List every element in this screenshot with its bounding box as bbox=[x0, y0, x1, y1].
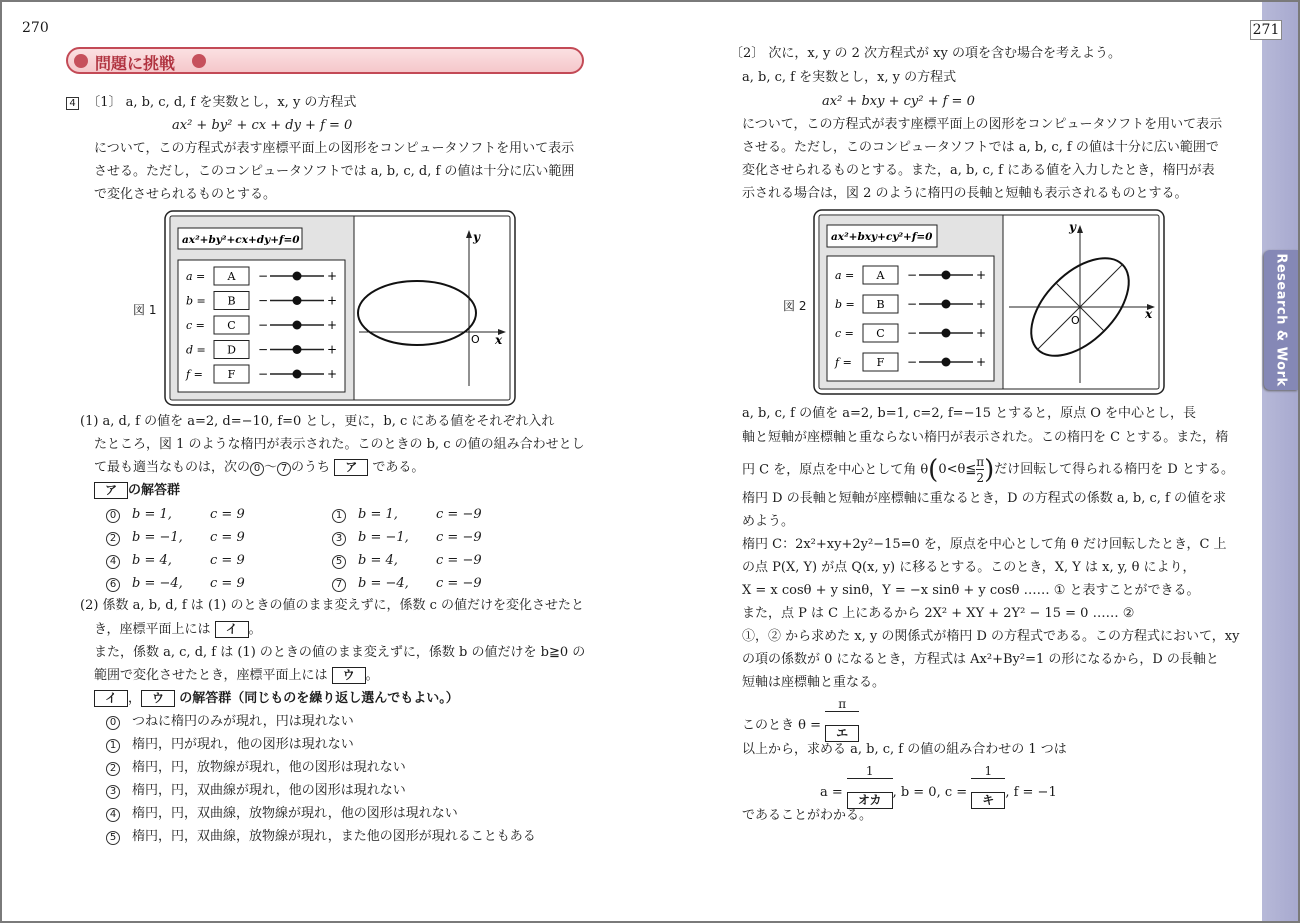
figure-1-origin: O bbox=[471, 333, 480, 346]
b-eq: , b = 0, c = bbox=[892, 785, 968, 800]
choice-b: b = 1, bbox=[358, 507, 398, 522]
figure-1 bbox=[164, 210, 516, 406]
text-r11: の項の係数が 0 になるとき，方程式は Ax²+By²=1 の形になるから，D の長軸と bbox=[742, 652, 1219, 667]
problem-line-4: で変化させられるものとする。 bbox=[94, 187, 277, 202]
text-r4: 楕円 D の長軸と短軸が座標軸に重なるとき，D の方程式の係数 a, b, c, f の値を求 bbox=[742, 491, 1226, 506]
plus-icon[interactable]: + bbox=[976, 326, 987, 340]
side-strip bbox=[1262, 2, 1298, 921]
slider-handle[interactable] bbox=[293, 296, 302, 305]
section-banner bbox=[66, 47, 584, 74]
choice-number: 4 bbox=[106, 808, 120, 822]
question-2-line-2 bbox=[94, 621, 262, 639]
c-fraction bbox=[971, 765, 1005, 821]
choice-number: 1 bbox=[106, 739, 120, 753]
answer-box-a-ref: ア bbox=[94, 482, 128, 499]
c-numerator: 1 bbox=[984, 764, 993, 778]
choice-number: 0 bbox=[106, 716, 120, 730]
choice-number: 5 bbox=[106, 831, 120, 845]
text-r10: ①，② から求めた x, y の関係式が楕円 D の方程式である。この方程式において，xy bbox=[742, 629, 1240, 644]
choice-2-item bbox=[106, 782, 406, 800]
question-2-line-1: (2) 係数 a, b, d, f は (1) のときの値のまま変えずに，係数 c の値だけを変化させたと bbox=[80, 598, 585, 613]
param-name: a = bbox=[186, 270, 206, 283]
choice-c: c = 9 bbox=[210, 507, 245, 522]
minus-icon[interactable]: − bbox=[258, 342, 269, 357]
answer-box-e[interactable]: エ bbox=[825, 725, 859, 742]
choice-number: 7 bbox=[332, 578, 346, 592]
choice-b: b = −4, bbox=[358, 576, 409, 591]
choice-number: 2 bbox=[106, 532, 120, 546]
choice-c: c = −9 bbox=[436, 576, 482, 591]
figure-1-equation: ax²+by²+cx+dy+f=0 bbox=[182, 234, 300, 246]
param-value: C bbox=[227, 319, 236, 332]
choice-number: 6 bbox=[106, 578, 120, 592]
text-r3-b: だけ回転して得られる楕円を D とする。 bbox=[994, 462, 1234, 477]
choice-c: c = −9 bbox=[436, 553, 482, 568]
text-r13: 以上から，求める a, b, c, f の値の組み合わせの 1 つは bbox=[742, 742, 1067, 757]
choice-1-item bbox=[332, 575, 482, 593]
figure-2-axis-y: y bbox=[1069, 220, 1076, 234]
answer-box-i[interactable]: イ bbox=[215, 621, 249, 638]
pi-over-two bbox=[976, 456, 984, 485]
param-value: A bbox=[876, 269, 885, 282]
minus-icon[interactable]: − bbox=[258, 367, 269, 381]
plus-icon[interactable]: + bbox=[327, 367, 338, 381]
plus-icon[interactable]: + bbox=[976, 355, 987, 369]
param-name: b = bbox=[835, 298, 855, 311]
plus-icon[interactable]: + bbox=[327, 318, 338, 332]
figure-2-equation: ax²+bxy+cy²+f=0 bbox=[831, 231, 933, 243]
a-eq: a = bbox=[820, 785, 843, 800]
equation-2: ax² + bxy + cy² + f = 0 bbox=[822, 94, 975, 109]
choice-number: 4 bbox=[106, 555, 120, 569]
banner-dot-icon bbox=[192, 54, 206, 68]
slider-handle[interactable] bbox=[942, 300, 951, 309]
choice-number: 0 bbox=[106, 509, 120, 523]
choice-text: 楕円，円，双曲線が現れ，他の図形は現れない bbox=[132, 783, 406, 798]
text-r1: a, b, c, f の値を a=2, b=1, c=2, f=−15 とすると，原点 O を中心とし，長 bbox=[742, 406, 1197, 421]
param-value: B bbox=[227, 294, 236, 308]
answer-group-iu bbox=[94, 690, 459, 708]
figure-1-axis-x: x bbox=[495, 333, 503, 347]
answer-box-u[interactable]: ウ bbox=[332, 667, 366, 684]
choice-1-item bbox=[106, 575, 245, 593]
figure-1-axis-y: y bbox=[473, 230, 480, 244]
choice-c: c = −9 bbox=[436, 530, 482, 545]
choice-text: 楕円，円，放物線が現れ，他の図形は現れない bbox=[132, 760, 406, 775]
figure-2-axis-x: x bbox=[1145, 307, 1153, 321]
answer-box-oka[interactable]: オカ bbox=[847, 792, 893, 809]
answer-group-iu-label: の解答群（同じものを繰り返し選んでもよい。） bbox=[179, 691, 459, 706]
choice-c: c = −9 bbox=[436, 507, 482, 522]
choice-range-start: 0 bbox=[250, 462, 264, 476]
choice-1-item bbox=[106, 552, 245, 570]
plus-icon[interactable]: + bbox=[976, 297, 987, 311]
problem-line-2: について，この方程式が表す座標平面上の図形をコンピュータソフトを用いて表示 bbox=[94, 141, 575, 156]
question-2-text-a: き，座標平面上には bbox=[94, 622, 211, 637]
choice-b: b = −1, bbox=[132, 530, 183, 545]
page-number-right: 271 bbox=[1250, 20, 1282, 40]
paren-close: ) bbox=[984, 455, 995, 485]
choice-b: b = −1, bbox=[358, 530, 409, 545]
slider-handle[interactable] bbox=[942, 271, 951, 280]
slider-handle[interactable] bbox=[293, 272, 302, 281]
figure-2-origin: O bbox=[1071, 314, 1080, 327]
banner-title: 問題に挑戦 bbox=[95, 54, 176, 73]
choice-text: 楕円，円，双曲線，放物線が現れ，他の図形は現れない bbox=[132, 806, 458, 821]
answer-group-a-label: の解答群 bbox=[128, 483, 181, 498]
choice-number: 1 bbox=[332, 509, 346, 523]
text-r3-a: 円 C を，原点を中心として角 θ bbox=[742, 462, 929, 478]
choice-number: 5 bbox=[332, 555, 346, 569]
page-number-left: 270 bbox=[22, 20, 49, 36]
f-eq: , f = −1 bbox=[1005, 785, 1057, 800]
choice-text: つねに楕円のみが現れ，円は現れない bbox=[132, 714, 354, 729]
param-name: f = bbox=[186, 368, 203, 381]
question-1-line-3 bbox=[94, 459, 424, 477]
choice-number: 3 bbox=[106, 785, 120, 799]
part-2-line-1: 〔2〕 次に，x, y の 2 次方程式が xy の項を含む場合を考えよう。 bbox=[730, 46, 1121, 61]
plus-icon[interactable]: + bbox=[327, 293, 338, 308]
question-1-line-1: (1) a, d, f の値を a=2, d=−10, f=0 とし，更に，b, c にある値をそれぞれ入れ bbox=[80, 414, 555, 429]
param-value: B bbox=[876, 298, 885, 311]
minus-icon[interactable]: − bbox=[258, 293, 269, 308]
param-name: d = bbox=[186, 343, 206, 357]
choice-c: c = 9 bbox=[210, 530, 245, 545]
choice-text: 楕円，円が現れ，他の図形は現れない bbox=[132, 737, 354, 752]
slider-handle[interactable] bbox=[293, 345, 302, 354]
question-1-text-a: て最も適当なものは，次の bbox=[94, 460, 251, 475]
choice-text: 楕円，円，双曲線，放物線が現れ，また他の図形が現れることもある bbox=[132, 829, 536, 844]
choice-1-item bbox=[106, 529, 245, 547]
answer-group-a bbox=[94, 482, 180, 500]
part-2-line-6: 示される場合は，図 2 のように楕円の長軸と短軸も表示されるものとする。 bbox=[742, 186, 1188, 201]
choice-1-item bbox=[332, 529, 482, 547]
param-name: c = bbox=[186, 319, 205, 332]
param-value: A bbox=[227, 270, 236, 283]
choice-b: b = 1, bbox=[132, 507, 172, 522]
minus-icon[interactable]: − bbox=[258, 318, 269, 332]
answer-box-ki[interactable]: キ bbox=[971, 792, 1005, 809]
param-value: C bbox=[876, 327, 885, 340]
param-name: b = bbox=[186, 294, 206, 308]
part-2-line-2: a, b, c, f を実数とし，x, y の方程式 bbox=[742, 70, 957, 85]
choice-2-item bbox=[106, 713, 354, 731]
plus-icon[interactable]: + bbox=[976, 268, 987, 282]
choice-1-item bbox=[106, 506, 245, 524]
text-r12: 短軸は座標軸と重なる。 bbox=[742, 675, 886, 690]
a-numerator: 1 bbox=[865, 764, 874, 778]
pi-numerator: π bbox=[976, 454, 985, 469]
answer-group-comma: ， bbox=[128, 691, 142, 706]
text-r7: の点 P(X, Y) が点 Q(x, y) に移るとする。このとき，X, Y は x, y, θ により， bbox=[742, 560, 1196, 575]
text-r5: めよう。 bbox=[742, 514, 795, 529]
question-2-text-b: 範囲で変化させたとき，座標平面上には bbox=[94, 668, 328, 683]
minus-icon[interactable]: − bbox=[907, 297, 918, 311]
part-2-line-4: させる。ただし，このコンピュータソフトでは a, b, c, f の値は十分に広い範囲で bbox=[742, 140, 1219, 155]
question-2-line-3: また，係数 a, c, d, f は (1) のときの値のまま変えずに，係数 b の値だけを b≧0 の bbox=[94, 645, 586, 660]
param-name: a = bbox=[835, 269, 855, 282]
question-1-text-c: である。 bbox=[372, 460, 425, 475]
text-r6: 楕円 C：2x²+xy+2y²−15=0 を，原点を中心として角 θ だけ回転したとき，C 上 bbox=[742, 537, 1227, 552]
choice-number: 3 bbox=[332, 532, 346, 546]
slider-handle[interactable] bbox=[942, 358, 951, 367]
param-name: c = bbox=[835, 327, 854, 340]
minus-icon[interactable]: − bbox=[907, 268, 918, 282]
equation-1: ax² + by² + cx + dy + f = 0 bbox=[172, 118, 353, 133]
question-2-period-2: 。 bbox=[365, 668, 379, 683]
question-1-line-2: たところ，図 1 のような楕円が表示された。このときの b, c の値の組み合わせとし bbox=[94, 437, 585, 452]
choice-b: b = 4, bbox=[132, 553, 172, 568]
theta-numerator: π bbox=[838, 697, 847, 711]
question-2-line-4 bbox=[94, 667, 379, 685]
plus-icon[interactable]: + bbox=[327, 342, 338, 357]
choice-1-item bbox=[332, 506, 482, 524]
choice-2-item bbox=[106, 759, 406, 777]
text-r8: X = x cosθ + y sinθ，Y = −x sinθ + y cosθ …… ① と表すことができる。 bbox=[742, 583, 1200, 598]
theta-inequality: 0<θ≦ bbox=[938, 462, 977, 477]
figure-2-label: 図 2 bbox=[783, 299, 807, 313]
problem-number: 4 bbox=[66, 97, 79, 110]
choice-range-end: 7 bbox=[277, 462, 291, 476]
side-tab-label: Research & Work bbox=[1273, 253, 1289, 387]
part-2-line-3: について，この方程式が表す座標平面上の図形をコンピュータソフトを用いて表示 bbox=[742, 117, 1223, 132]
text-r14: であることがわかる。 bbox=[742, 808, 873, 823]
figure-1-label: 図 1 bbox=[133, 303, 157, 317]
figure-2 bbox=[813, 209, 1165, 395]
problem-intro bbox=[66, 94, 356, 112]
text-r2: 軸と短軸が座標軸と重ならない楕円が表示された。この楕円を C とする。また，楕 bbox=[742, 430, 1229, 445]
text-r9: また，点 P は C 上にあるから 2X² + XY + 2Y² − 15 = 0 …… ② bbox=[742, 606, 1135, 621]
slider-handle[interactable] bbox=[293, 370, 302, 379]
banner-dot-icon bbox=[74, 54, 88, 68]
text-r3 bbox=[742, 453, 1234, 487]
minus-icon[interactable]: − bbox=[258, 269, 269, 283]
choice-c: c = 9 bbox=[210, 553, 245, 568]
param-value: F bbox=[227, 368, 236, 381]
choice-number: 2 bbox=[106, 762, 120, 776]
choice-2-item bbox=[106, 736, 354, 754]
two-denominator: 2 bbox=[976, 470, 984, 485]
answer-box-i-ref: イ bbox=[94, 690, 128, 707]
question-1-text-b: のうち bbox=[291, 460, 331, 475]
slider-handle[interactable] bbox=[293, 321, 302, 330]
param-value: D bbox=[227, 343, 236, 357]
choice-2-item bbox=[106, 805, 458, 823]
theta-result bbox=[742, 698, 859, 738]
param-name: f = bbox=[835, 356, 852, 369]
choice-c: c = 9 bbox=[210, 576, 245, 591]
choice-b: b = −4, bbox=[132, 576, 183, 591]
minus-icon[interactable]: − bbox=[907, 355, 918, 369]
problem-line-3: させる。ただし，このコンピュータソフトでは a, b, c, d, f の値は十分に広い範囲 bbox=[94, 164, 575, 179]
question-2-period: 。 bbox=[248, 622, 262, 637]
choice-2-item bbox=[106, 828, 536, 846]
side-tab bbox=[1264, 250, 1298, 390]
choice-b: b = 4, bbox=[358, 553, 398, 568]
choice-range-separator: 〜 bbox=[264, 460, 278, 475]
slider-handle[interactable] bbox=[942, 329, 951, 338]
paren-open: ( bbox=[928, 455, 939, 485]
plus-icon[interactable]: + bbox=[327, 269, 338, 283]
minus-icon[interactable]: − bbox=[907, 326, 918, 340]
answer-box-a[interactable]: ア bbox=[334, 459, 368, 476]
param-value: F bbox=[876, 356, 885, 369]
theta-lead: このとき θ = bbox=[742, 718, 821, 733]
answer-box-u-ref: ウ bbox=[141, 690, 175, 707]
choice-1-item bbox=[332, 552, 482, 570]
final-coefficients bbox=[820, 765, 1057, 805]
problem-line-1: 〔1〕 a, b, c, d, f を実数とし，x, y の方程式 bbox=[87, 95, 357, 110]
part-2-line-5: 変化させられるものとする。また，a, b, c, f にある値を入力したとき，楕円が表 bbox=[742, 163, 1215, 178]
